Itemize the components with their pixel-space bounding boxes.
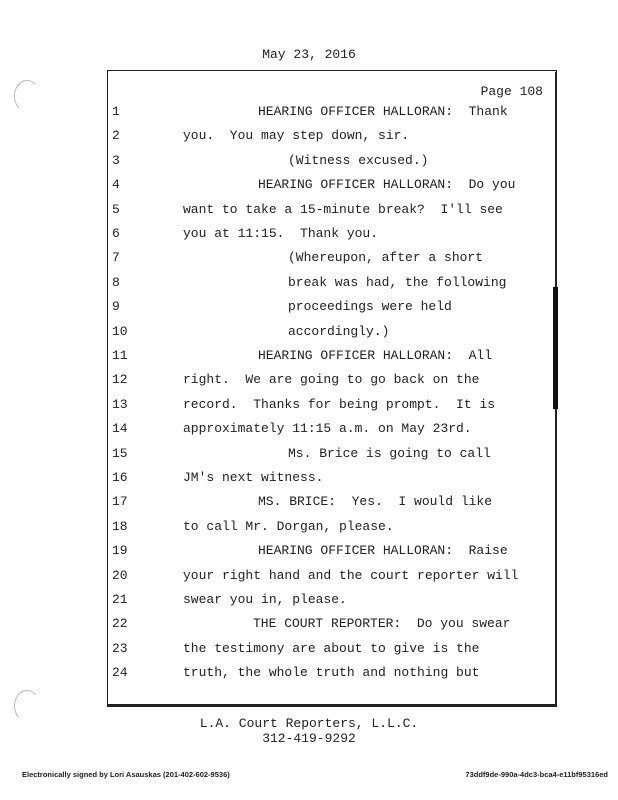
transcript-line (0, 519, 618, 537)
line-text: THE COURT REPORTER: Do you swear (253, 616, 511, 632)
line-number: 8 (112, 274, 120, 290)
line-text: swear you in, please. (183, 592, 347, 607)
line-text: Ms. Brice is going to call (288, 445, 491, 461)
line-number: 24 (112, 665, 128, 681)
transcript-line (0, 397, 618, 415)
transcript-line (0, 372, 618, 390)
line-number: 6 (112, 226, 120, 241)
signature-right: 73ddf9de-990a-4dc3-bca4-e11bf95316ed (465, 770, 608, 779)
line-text: approximately 11:15 a.m. on May 23rd. (183, 421, 472, 437)
line-number: 1 (112, 104, 120, 119)
line-text: (Whereupon, after a short (288, 250, 484, 266)
frame-shadow-bottom (107, 705, 557, 707)
line-number: 21 (112, 592, 128, 607)
transcript-line (0, 348, 618, 366)
line-text: record. Thanks for being prompt. It is (183, 396, 496, 412)
line-number: 2 (112, 128, 120, 144)
line-number: 12 (112, 372, 128, 388)
line-number: 23 (112, 640, 128, 656)
page-date: May 23, 2016 (262, 47, 356, 62)
line-number: 10 (112, 323, 128, 339)
line-text: your right hand and the court reporter will (183, 567, 519, 583)
transcript-line (0, 641, 618, 659)
line-text: (Witness excused.) (288, 152, 429, 168)
line-number: 4 (112, 177, 120, 193)
transcript-line (0, 470, 618, 488)
footer-company: L.A. Court Reporters, L.L.C. (199, 716, 419, 731)
line-number: 20 (112, 567, 128, 583)
transcript-line (0, 226, 618, 244)
transcript-line (0, 104, 618, 122)
line-number: 3 (112, 152, 120, 168)
line-text: to call Mr. Dorgan, please. (183, 518, 394, 534)
transcript-line (0, 177, 618, 195)
line-text: truth, the whole truth and nothing but (183, 665, 480, 681)
page-number: Page 108 (480, 84, 543, 99)
line-text: want to take a 15-minute break? I'll see (183, 201, 503, 217)
transcript-line (0, 421, 618, 439)
line-number: 11 (112, 348, 128, 363)
line-number: 7 (112, 250, 120, 266)
line-text: you at 11:15. Thank you. (183, 226, 379, 241)
line-number: 14 (112, 421, 128, 437)
transcript-line (0, 153, 618, 171)
line-number: 22 (112, 616, 128, 632)
line-text: HEARING OFFICER HALLORAN: Do you (258, 177, 516, 193)
line-text: proceedings were held (288, 299, 452, 315)
transcript-line (0, 128, 618, 146)
line-number: 9 (112, 299, 120, 315)
line-number: 18 (112, 518, 128, 534)
line-text: you. You may step down, sir. (183, 128, 410, 144)
line-number: 19 (112, 543, 128, 559)
transcript-line (0, 616, 618, 634)
transcript-line (0, 568, 618, 586)
line-text: the testimony are about to give is the (183, 640, 480, 656)
line-text: JM's next witness. (183, 470, 324, 485)
line-text: MS. BRICE: Yes. I would like (258, 494, 493, 510)
transcript-line (0, 299, 618, 317)
line-number: 5 (112, 201, 120, 217)
transcript-line (0, 250, 618, 268)
line-number: 15 (112, 445, 128, 461)
signature-left: Electronically signed by Lori Asauskas (201-402-602-9536) (22, 770, 230, 779)
transcript-line (0, 494, 618, 512)
line-text: accordingly.) (288, 323, 390, 339)
transcript-line (0, 592, 618, 610)
transcript-line (0, 665, 618, 683)
transcript-line (0, 202, 618, 220)
transcript-line (0, 275, 618, 293)
line-text: HEARING OFFICER HALLORAN: Raise (258, 543, 508, 559)
line-text: right. We are going to go back on the (183, 372, 480, 388)
line-number: 16 (112, 470, 128, 485)
line-number: 17 (112, 494, 128, 510)
transcript-line (0, 324, 618, 342)
line-text: HEARING OFFICER HALLORAN: All (258, 348, 493, 363)
footer-phone: 312-419-9292 (262, 731, 356, 746)
transcript-line (0, 543, 618, 561)
line-text: break was had, the following (288, 274, 507, 290)
transcript-line (0, 446, 618, 464)
line-number: 13 (112, 396, 128, 412)
line-text: HEARING OFFICER HALLORAN: Thank (258, 104, 508, 119)
